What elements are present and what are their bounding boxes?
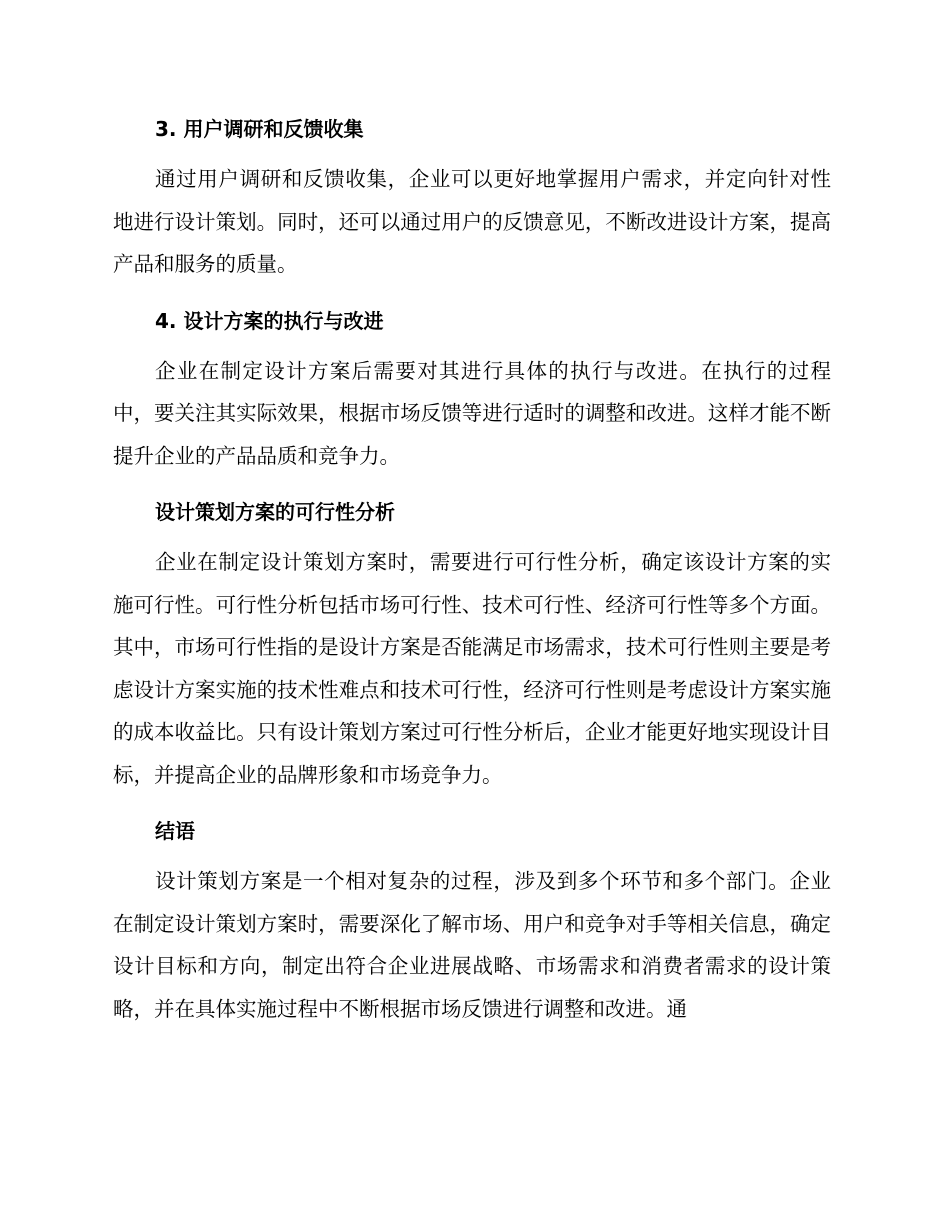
section-heading-execution-improvement: 4. 设计方案的执行与改进: [155, 308, 384, 333]
section-heading-user-research: 3. 用户调研和反馈收集: [155, 117, 364, 141]
section-paragraph-execution-improvement: 企业在制定设计方案后需要对其进行具体的执行与改进。在执行的过程中，要关注其实际效果，根据市场反馈等进行适时的调整和改进。这样才能不断提升企业的产品品质和竞争力。: [113, 358, 831, 468]
section-paragraph-conclusion: 设计策划方案是一个相对复杂的过程，涉及到多个环节和多个部门。企业在制定设计策划方案时，需要深化了解市场、用户和竞争对手等相关信息，确定设计目标和方向，制定出符合企业进展战略、市场需求和消费者需求的设计策略，并在具体实施过程中不断根据市场反馈进行调整和改进。通: [113, 869, 831, 1021]
section-heading-feasibility-analysis: 设计策划方案的可行性分析: [155, 500, 395, 524]
section-heading-conclusion: 结语: [155, 819, 195, 843]
section-paragraph-feasibility-analysis: 企业在制定设计策划方案时，需要进行可行性分析，确定该设计方案的实施可行性。可行性分析包括市场可行性、技术可行性、经济可行性等多个方面。其中，市场可行性指的是设计方案是否能满足市场需求，技术可行性则主要是考虑设计方案实施的技术性难点和技术可行性，经济可行性则是考虑设计方案实施的成本收益比。只有设计策划方案过可行性分析后，企业才能更好地实现设计目标，并提高企业的品牌形象和市场竞争力。: [113, 550, 831, 787]
section-paragraph-user-research: 通过用户调研和反馈收集，企业可以更好地掌握用户需求，并定向针对性地进行设计策划。同时，还可以通过用户的反馈意见，不断改进设计方案，提高产品和服务的质量。: [113, 167, 831, 276]
document-body: [113, 108, 831, 1044]
